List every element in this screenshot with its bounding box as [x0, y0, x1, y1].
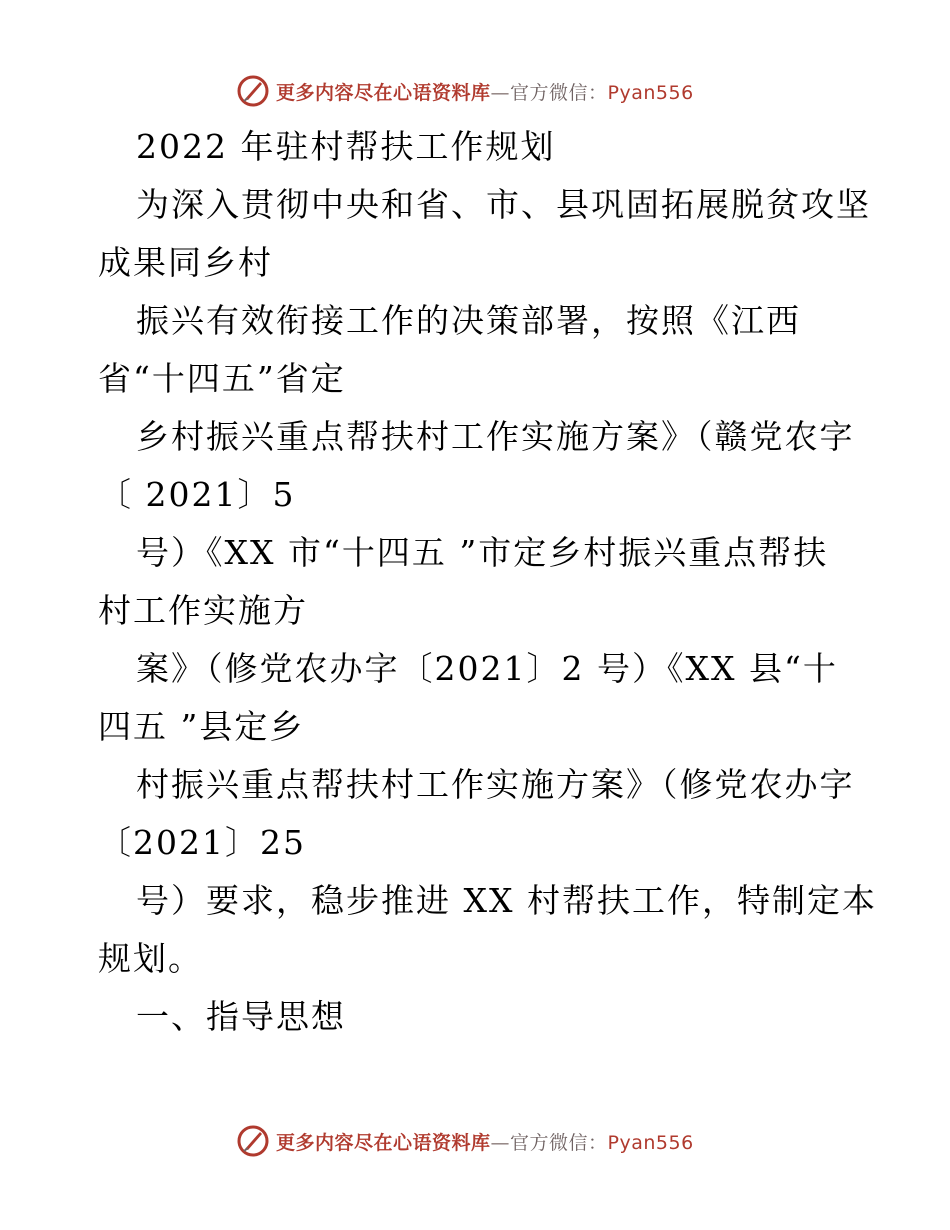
- watermark-label: 官方微信：: [510, 81, 608, 104]
- text-line: 为深入贯彻中央和省、市、县巩固拓展脱贫攻坚: [136, 185, 871, 224]
- text-line: 村振兴重点帮扶村工作实施方案》（修党农办字: [136, 765, 855, 804]
- watermark-id: Pyan556: [607, 1131, 694, 1154]
- document-body: [98, 118, 877, 1046]
- feather-logo-icon: [236, 1124, 270, 1158]
- watermark-dash: —: [490, 1131, 511, 1154]
- watermark-footer: [236, 1121, 756, 1161]
- text-line: 号）要求，稳步推进 XX 村帮扶工作，特制定本: [136, 881, 877, 920]
- text-line: 振兴有效衔接工作的决策部署，按照《江西: [136, 301, 801, 340]
- watermark-id: Pyan556: [607, 81, 694, 104]
- text-line: 成果同乡村: [98, 243, 273, 282]
- document-title: 2022 年驻村帮扶工作规划: [136, 127, 556, 166]
- section-heading: 一、指导思想: [136, 997, 346, 1036]
- text-line: 案》（修党农办字〔2021〕2 号）《XX 县“十: [136, 649, 838, 688]
- text-line: 乡村振兴重点帮扶村工作实施方案》（赣党农字: [136, 417, 855, 456]
- text-line: 村工作实施方: [98, 591, 308, 630]
- watermark-header: [236, 71, 756, 111]
- watermark-dash: —: [490, 81, 511, 104]
- watermark-label: 官方微信：: [510, 1131, 608, 1154]
- text-line: 〔 2021〕5: [98, 475, 296, 514]
- watermark-brand: 更多内容尽在心语资料库: [276, 81, 491, 104]
- text-line: 四五 ”县定乡: [98, 707, 305, 746]
- text-line: 号）《XX 市“十四五 ”市定乡村振兴重点帮扶: [136, 533, 829, 572]
- watermark-brand: 更多内容尽在心语资料库: [276, 1131, 491, 1154]
- text-line: 〔2021〕25: [98, 823, 306, 862]
- text-line: 规划。: [98, 939, 203, 978]
- feather-logo-icon: [236, 74, 270, 108]
- text-line: 省“十四五”省定: [98, 359, 346, 398]
